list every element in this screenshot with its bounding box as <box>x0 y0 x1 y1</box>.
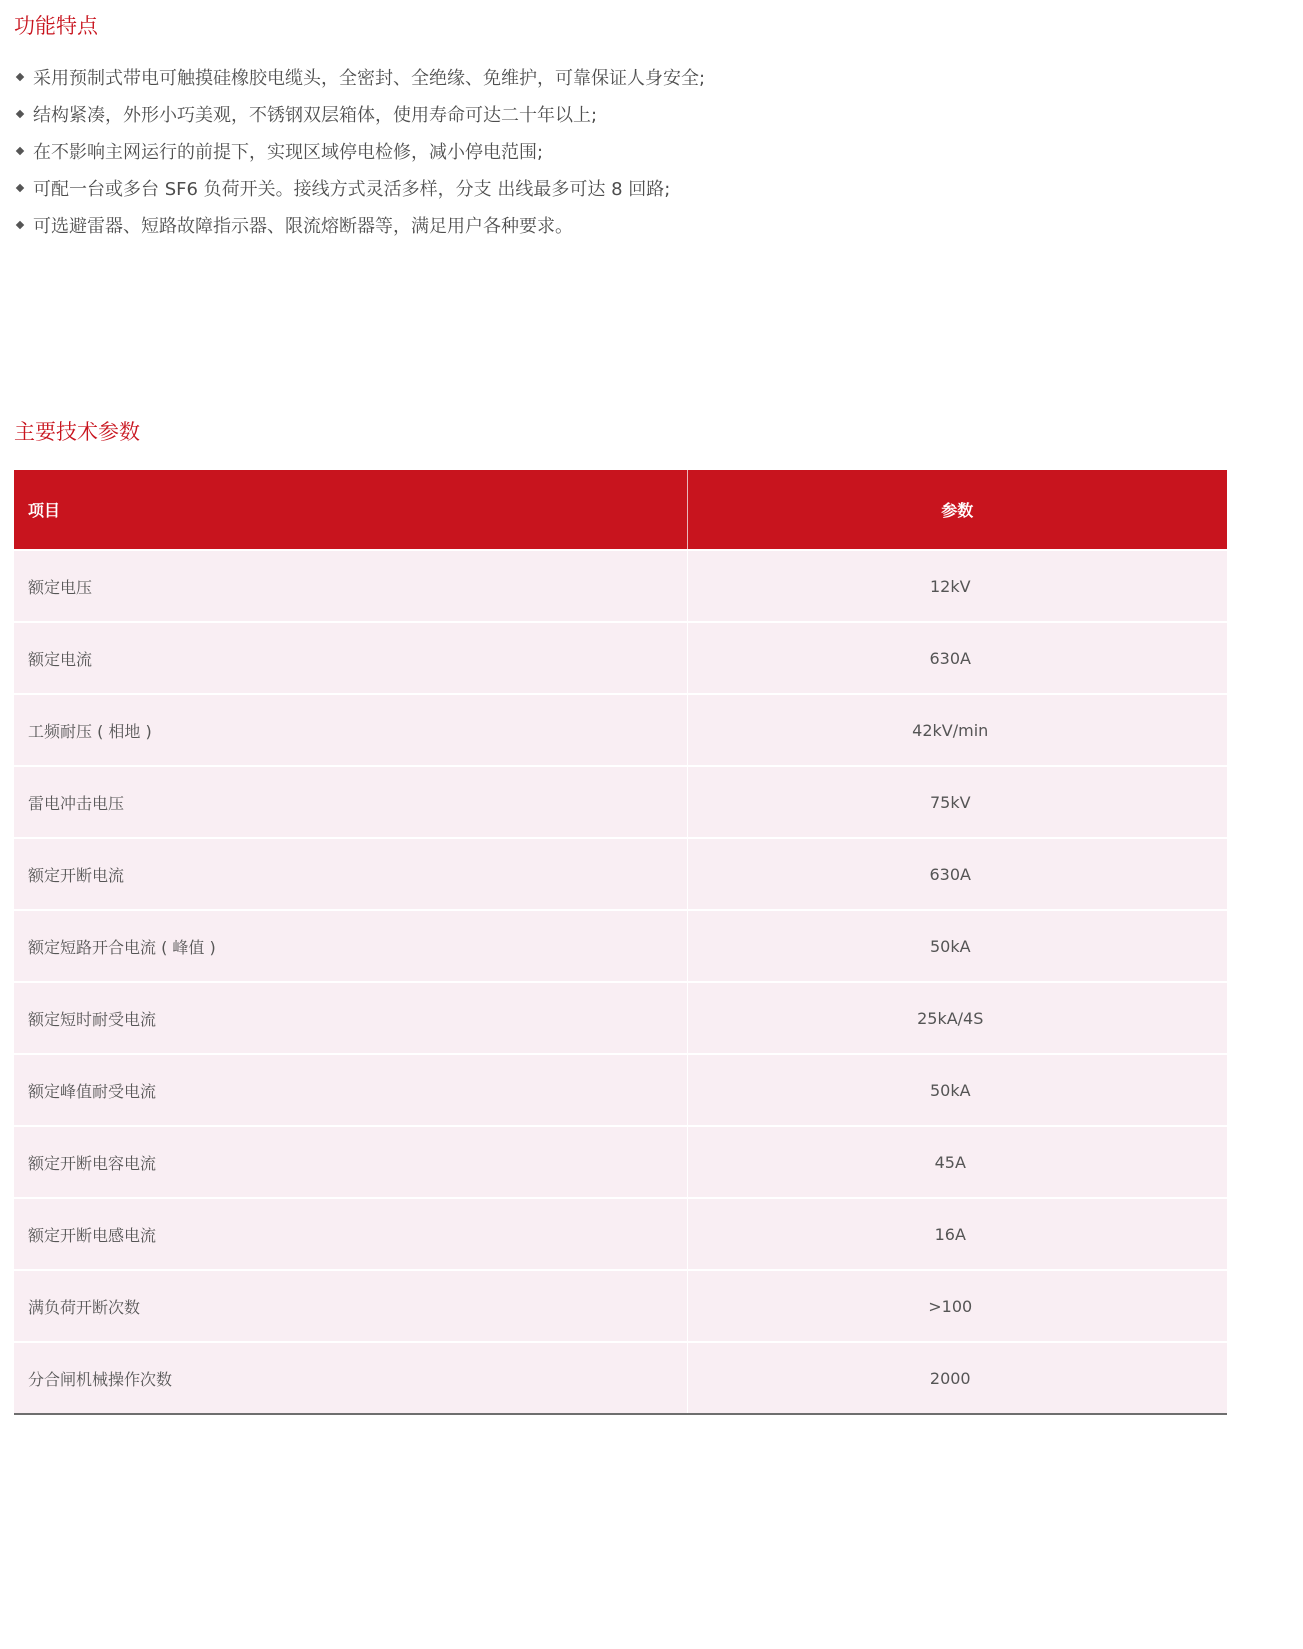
row-value: 75kV <box>687 766 1227 838</box>
row-item: 工频耐压 ( 相地 ) <box>14 694 687 766</box>
row-item: 额定峰值耐受电流 <box>14 1054 687 1126</box>
feature-list <box>14 58 705 243</box>
row-item: 额定电压 <box>14 550 687 622</box>
spec-table <box>14 470 1227 1415</box>
table-row <box>14 982 1227 1054</box>
diamond-bullet-icon <box>16 72 24 80</box>
row-value: 630A <box>687 622 1227 694</box>
feature-item <box>14 132 705 169</box>
row-value: 42kV/min <box>687 694 1227 766</box>
row-value: 25kA/4S <box>687 982 1227 1054</box>
diamond-bullet-icon <box>16 146 24 154</box>
feature-item <box>14 169 705 206</box>
table-row <box>14 1054 1227 1126</box>
feature-text: 可配一台或多台 SF6 负荷开关。接线方式灵活多样，分支 出线最多可达 8 回路; <box>33 178 671 200</box>
header-param: 参数 <box>687 470 1227 550</box>
features-title: 功能特点 <box>14 14 98 38</box>
row-value: 630A <box>687 838 1227 910</box>
row-item: 额定电流 <box>14 622 687 694</box>
spec-table-body <box>14 550 1227 1414</box>
row-item: 额定开断电感电流 <box>14 1198 687 1270</box>
row-item: 雷电冲击电压 <box>14 766 687 838</box>
row-value: 16A <box>687 1198 1227 1270</box>
feature-item <box>14 206 705 243</box>
row-value: 12kV <box>687 550 1227 622</box>
row-item: 额定开断电容电流 <box>14 1126 687 1198</box>
header-item: 项目 <box>14 470 687 550</box>
table-row <box>14 838 1227 910</box>
row-value: 2000 <box>687 1342 1227 1414</box>
row-item: 额定短路开合电流 ( 峰值 ) <box>14 910 687 982</box>
diamond-bullet-icon <box>16 220 24 228</box>
feature-item <box>14 95 705 132</box>
feature-text: 在不影响主网运行的前提下，实现区域停电检修，减小停电范围; <box>33 141 544 163</box>
params-title: 主要技术参数 <box>14 420 140 444</box>
feature-item <box>14 58 705 95</box>
row-item: 额定短时耐受电流 <box>14 982 687 1054</box>
feature-text: 采用预制式带电可触摸硅橡胶电缆头，全密封、全绝缘、免维护，可靠保证人身安全; <box>33 67 706 89</box>
table-row <box>14 1198 1227 1270</box>
row-value: >100 <box>687 1270 1227 1342</box>
table-row <box>14 622 1227 694</box>
row-value: 45A <box>687 1126 1227 1198</box>
table-row <box>14 694 1227 766</box>
feature-text: 可选避雷器、短路故障指示器、限流熔断器等，满足用户各种要求。 <box>33 215 573 237</box>
diamond-bullet-icon <box>16 183 24 191</box>
table-row <box>14 1270 1227 1342</box>
header-row <box>14 470 1227 550</box>
row-value: 50kA <box>687 910 1227 982</box>
row-item: 分合闸机械操作次数 <box>14 1342 687 1414</box>
spec-table-header <box>14 470 1227 550</box>
table-row <box>14 1342 1227 1414</box>
row-item: 额定开断电流 <box>14 838 687 910</box>
row-item: 满负荷开断次数 <box>14 1270 687 1342</box>
row-value: 50kA <box>687 1054 1227 1126</box>
table-row <box>14 550 1227 622</box>
feature-text: 结构紧凑，外形小巧美观，不锈钢双层箱体，使用寿命可达二十年以上; <box>33 104 598 126</box>
table-row <box>14 910 1227 982</box>
table-row <box>14 1126 1227 1198</box>
diamond-bullet-icon <box>16 109 24 117</box>
table-row <box>14 766 1227 838</box>
